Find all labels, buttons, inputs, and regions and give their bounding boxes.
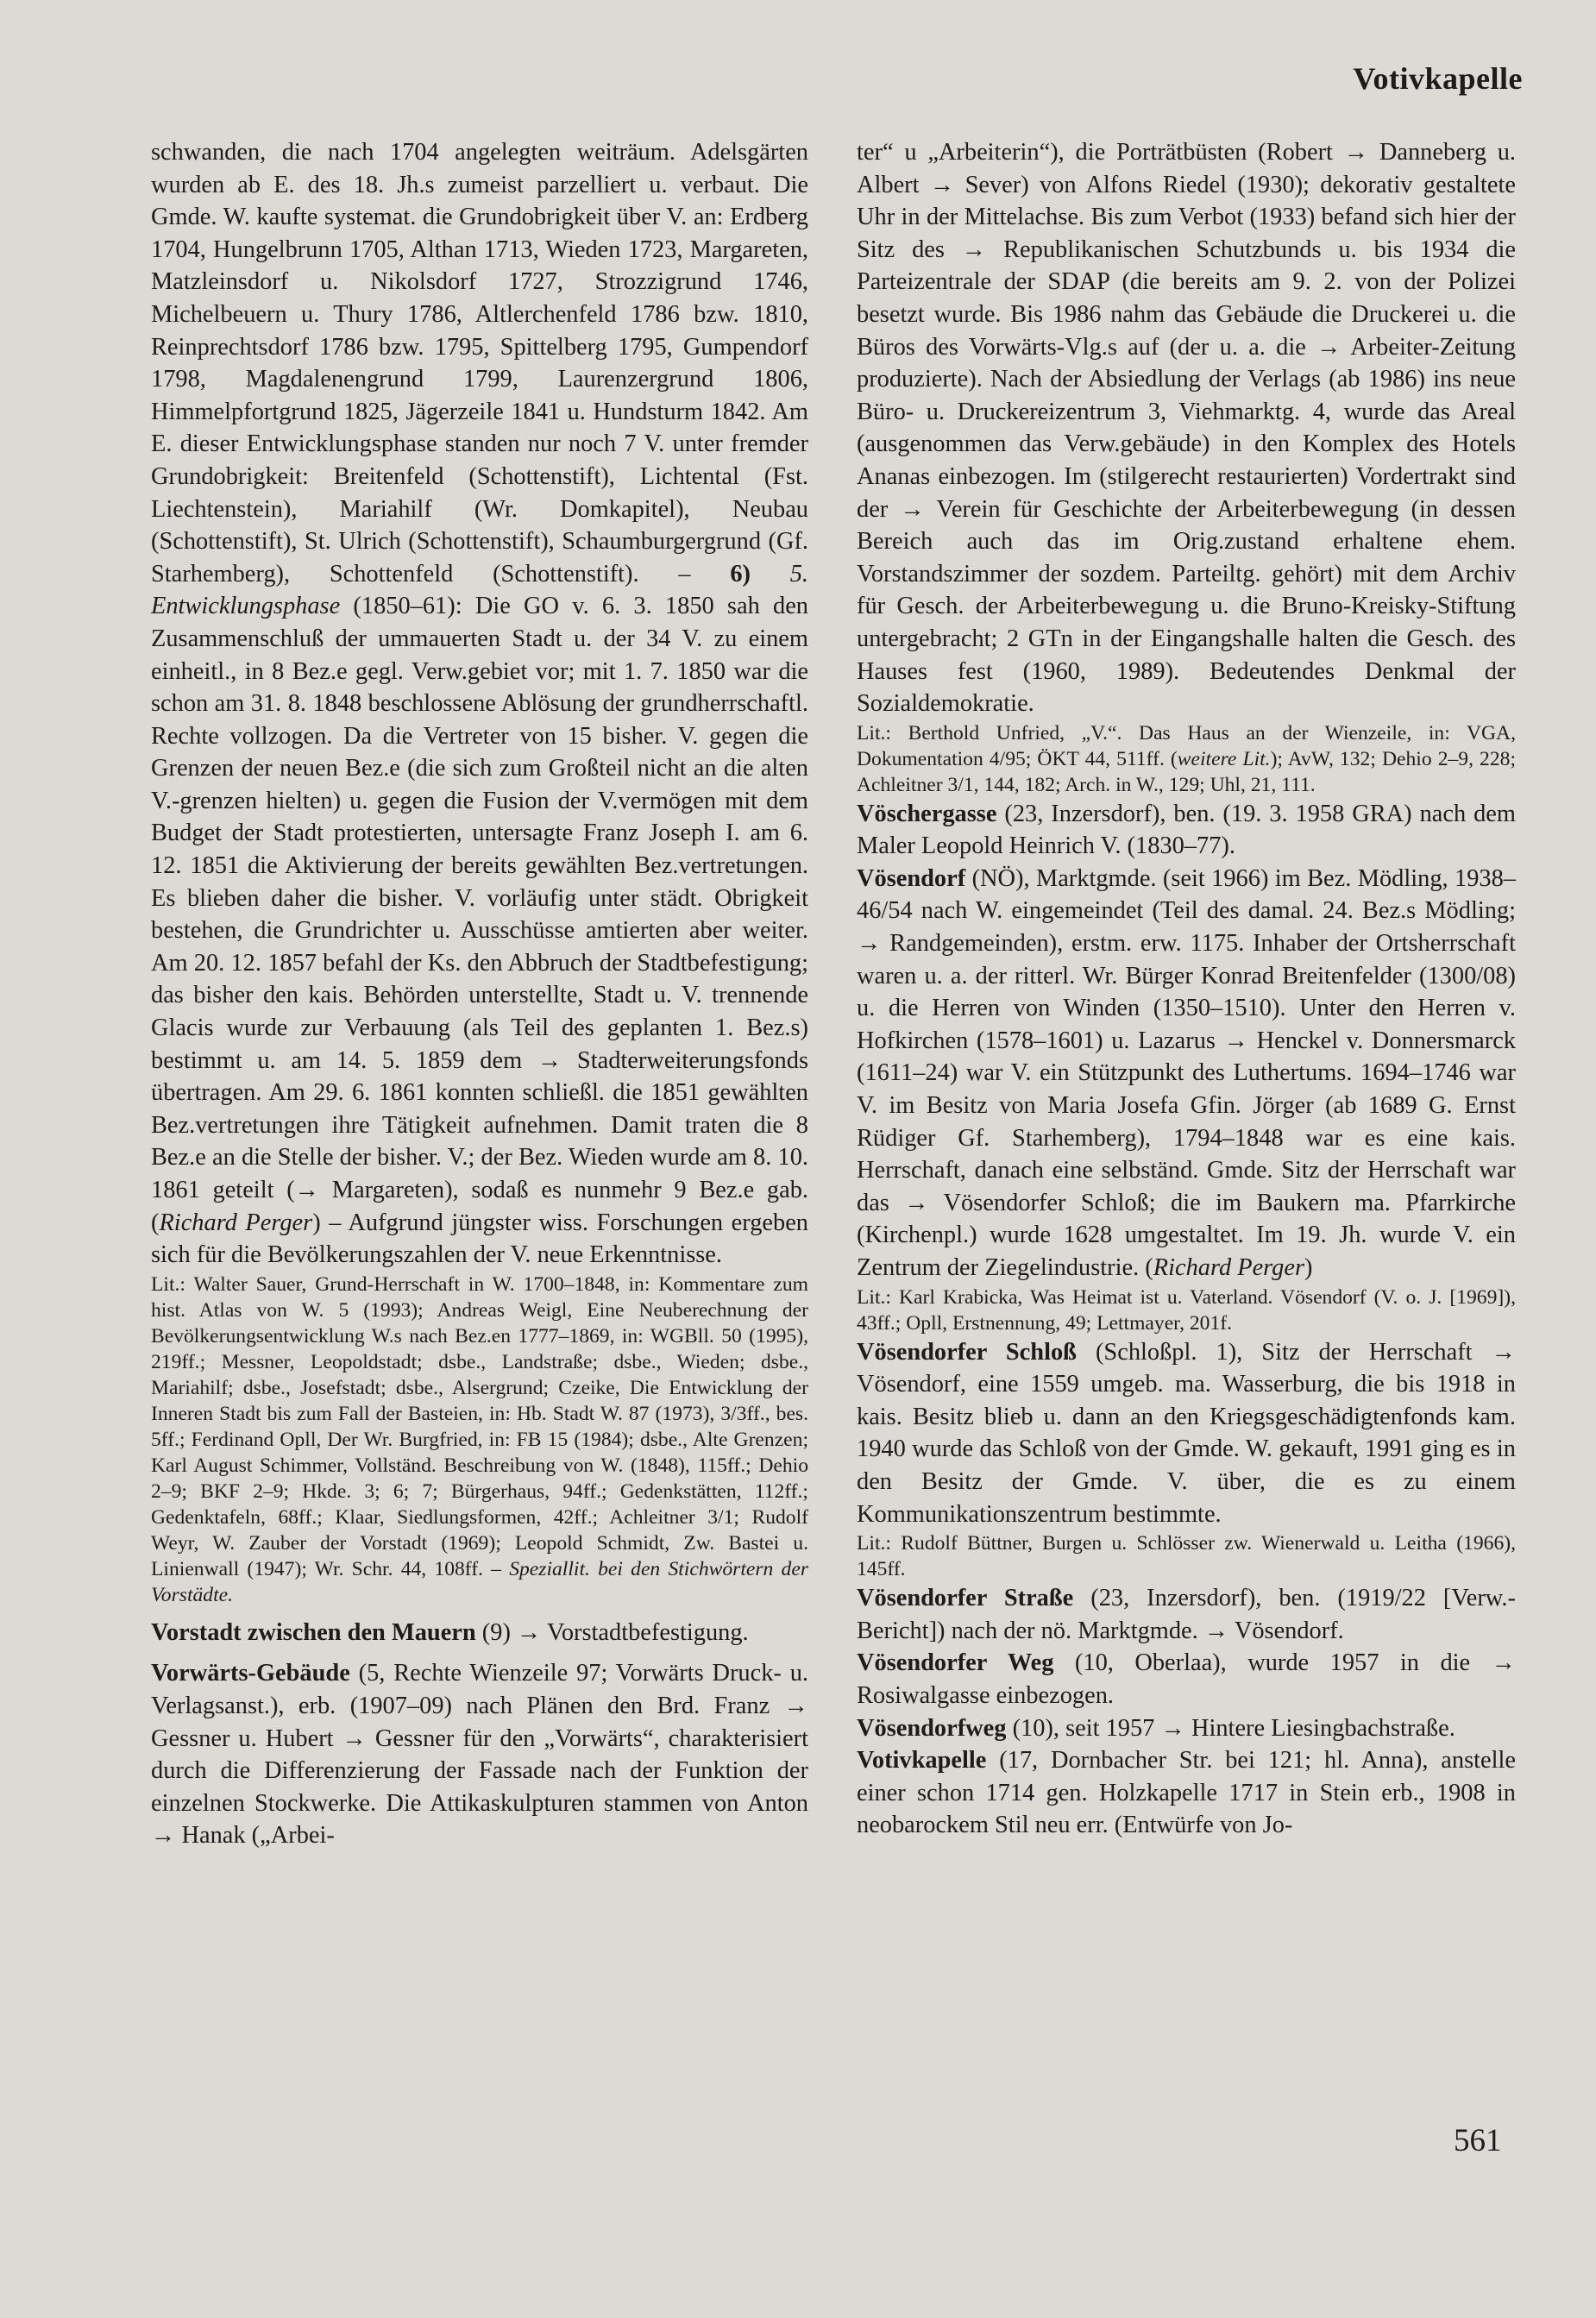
literature-text: ); AvW, 132; Dehio 2–9, 228; Achleitner 3/1, 144, 182; Arch. in W., 129; Uhl, 21, 111.: [857, 747, 1517, 796]
literature-block: [151, 1272, 808, 1608]
entry-headword: Vösendorf: [857, 864, 966, 892]
entry-voesendorfer-strasse: [857, 1582, 1516, 1647]
literature-note: Speziallit. bei den Stichwörtern der Vorstädte.: [151, 1557, 808, 1606]
entry-headword: Vöschergasse: [857, 800, 997, 827]
continued-paragraph: [151, 136, 808, 1272]
literature-block: Lit.: Rudolf Büttner, Burgen u. Schlösser zw. Wienerwald u. Leitha (1966), 145ff.: [857, 1532, 1516, 1581]
literature-block: Lit.: Karl Krabicka, Was Heimat ist u. Vaterland. Vösendorf (V. o. J. [1969]), 43ff.; Opll, Erstnennung, 49; Lettmayer, 201f.: [857, 1285, 1516, 1335]
page-number: 561: [1454, 2123, 1502, 2158]
entry-text: (10), seit 1957 → Hintere Liesingbachstraße.: [1006, 1714, 1455, 1742]
literature-block: [857, 720, 1516, 798]
entry-headword: Vösendorfweg: [857, 1714, 1007, 1742]
author-signature: Richard Perger: [159, 1209, 313, 1236]
entry-text: (23, Inzersdorf), ben. (1919/22 [Verw.-Bericht]) nach der nö. Marktgmde. → Vösendorf.: [857, 1585, 1516, 1644]
entry-text: (17, Dornbacher Str. bei 121; hl. Anna), anstelle einer schon 1714 gen. Holzkapelle 1717 in Stein erb., 1908 in neobarockem Stil neu err. (Entwürfe von Jo-: [857, 1747, 1516, 1839]
right-column: [857, 136, 1516, 1842]
literature-note: weitere Lit.: [1177, 747, 1271, 770]
entry-headword: Vösendorfer Weg: [857, 1649, 1054, 1677]
entry-text: (9) → Vorstadtbefestigung.: [475, 1618, 749, 1646]
entry-text: (10, Oberlaa), wurde 1957 in die → Rosiwalgasse einbezogen.: [857, 1649, 1516, 1709]
author-signature: Richard Perger: [1153, 1254, 1305, 1281]
left-column: [151, 136, 808, 1852]
entry-headword: Vorwärts-Gebäude: [151, 1660, 350, 1687]
continued-paragraph: ter“ u „Arbeiterin“), die Porträtbüsten (Robert → Danneberg u. Albert → Sever) von Alfons Riedel (1930); dekorativ gestaltete Uhr in der Mittelachse. Bis zum Verbot (1933) befand sich hier der Sitz des → Republikanischen Schutzbunds u. bis 1934 die Parteizentrale der SDAP (die bereits am 9. 2. von der Polizei besetzt wurde. Bis 1986 nahm das Gebäude die Druckerei u. die Büros des Vorwärts-Vlg.s auf (der u. a. die → Arbeiter-Zeitung produzierte). Nach der Absiedlung der Verlags (ab 1986) ins neue Büro- u. Druckereizentrum 3, Viehmarktg. 4, wurde das Areal (ausgenommen das Verw.gebäude) in den Komplex des Hotels Ananas einbezogen. Im (stilgerecht restaurierten) Vordertrakt sind der → Verein für Geschichte der Arbeiterbewegung (in dessen Bereich auch das im Orig.zustand erhaltene ehem. Vorstandszimmer der sozdem. Parteiltg. gehört) mit dem Archiv für Gesch. der Arbeiterbewegung u. die Bruno-Kreisky-Stiftung untergebracht; 2 GTn in der Eingangshalle halten die Gesch. des Hauses fest (1960, 1989). Bedeutendes Denkmal der Sozialdemokratie.: [857, 139, 1516, 718]
entry-headword: Vösendorfer Schloß: [857, 1338, 1077, 1366]
paragraph-text: (1850–61): Die GO v. 6. 3. 1850 sah den Zusammenschluß der ummauerten Stadt u. der 34 V. zu einem einheitl., in 8 Bez.e gegl. Verw.gebiet vor; mit 1. 7. 1850 war die schon am 31. 8. 1848 beschlossene Ablösung der grundherrschaftl. Rechte vollzogen. Da die Vertreter von 15 bisher. V. gegen die Grenzen der neuen Bez.e (die sich zum Großteil nicht an die alten V.-grenzen hielten) u. gegen die Fusion der V.vermögen mit dem Budget der Stadt protestierten, untersagte Franz Joseph I. am 6. 12. 1851 die Aktivierung der bereits gewählten Bez.vertretungen. Es blieben daher die bisher. V. vorläufig unter städt. Obrigkeit bestehen, die Grundrichter u. Ausschüsse amtierten aber weiter. Am 20. 12. 1857 befahl der Ks. den Abbruch der Stadtbefestigung; das bisher den kais. Behörden unterstellte, Stadt u. V. trennende Glacis wurde zur Verbauung (als Teil des geplanten 1. Bez.s) bestimmt u. am 14. 5. 1859 dem → Stadterweiterungsfonds übertragen. Am 29. 6. 1861 konnten schließl. die 1851 gewählten Bez.vertretungen ihre Tätigkeit aufnehmen. Damit traten die 8 Bez.e an die Stelle der bisher. V.; der Bez. Wieden wurde am 8. 10. 1861 geteilt (→ Margareten), sodaß es nunmehr 9 Bez.e gab. (: [151, 593, 808, 1236]
paragraph-text: schwanden, die nach 1704 angelegten weiträum. Adelsgärten wurden ab E. des 18. Jh.s zumeist parzelliert u. verbaut. Die Gmde. W. kaufte systemat. die Grundobrigkeit über V. an: Erdberg 1704, Hungelbrunn 1705, Althan 1713, Wieden 1723, Margareten, Matzleinsdorf u. Nikolsdorf 1727, Strozzigrund 1746, Michelbeuern u. Thury 1786, Altlerchenfeld 1786 bzw. 1810, Reinprechtsdorf 1786 bzw. 1795, Spittelberg 1795, Gumpendorf 1798, Magdalenengrund 1799, Laurenzergrund 1806, Himmelpfortgrund 1825, Jägerzeile 1841 u. Hundsturm 1842. Am E. dieser Entwicklungsphase standen nur noch 7 V. unter fremder Grundobrigkeit: Breitenfeld (Schottenstift), Lichtental (Fst. Liechtenstein), Mariahilf (Wr. Domkapitel), Neubau (Schottenstift), St. Ulrich (Schottenstift), Schaumburgergrund (Gf. Starhemberg), Schottenfeld (Schottenstift). –: [151, 139, 808, 587]
entry-text: (NÖ), Marktgmde. (seit 1966) im Bez. Mödling, 1938–46/54 nach W. eingemeindet (Teil des damal. 24. Bez.s Mödling; → Randgemeinden), erstm. erw. 1175. Inhaber der Ortsherrschaft waren u. a. der ritterl. Wr. Bürger Konrad Breitenfelder (1300/08) u. die Herren von Winden (1350–1510). Unter den Herren v. Hofkirchen (1578–1601) u. Lazarus → Henckel v. Donnersmarck (1611–24) war V. ein Stützpunkt des Luthertums. 1694–1746 war V. im Besitz von Maria Josefa Gfin. Jörger (ab 1689 G. Ernst Rüdiger Gf. Starhemberg), 1794–1848 war es eine kais. Herrschaft, danach eine selbständ. Gmde. Sitz der Herrschaft war das → Vösendorfer Schloß; die im Baukern ma. Pfarrkirche (Kirchenpl.) wurde 1628 umgestaltet. Im 19. Jh. wurde V. ein Zentrum der Ziegelindustrie. (: [857, 864, 1516, 1281]
entry-voesendorfer-weg: [857, 1647, 1516, 1712]
entry-text: (23, Inzersdorf), ben. (19. 3. 1958 GRA) nach dem Maler Leopold Heinrich V. (1830–77).: [857, 800, 1516, 860]
entry-text: ): [1304, 1254, 1313, 1281]
entry-headword: Vorstadt zwischen den Mauern: [151, 1618, 476, 1646]
entry-voeschergasse: [857, 798, 1516, 863]
entry-vorstadt-zwischen-den-mauern: [151, 1617, 808, 1649]
entry-headword: Votivkapelle: [857, 1747, 987, 1775]
entry-voesendorfweg: [857, 1712, 1516, 1745]
literature-text: Lit.: Walter Sauer, Grund-Herrschaft in W. 1700–1848, in: Kommentare zum hist. Atlas von W. 5 (1993); Andreas Weigl, Eine Neuberechnung der Bevölkerungsentwicklung W.s nach Bez.en 1777–1869, in: WGBll. 50 (1995), 219ff.; Messner, Leopoldstadt; dsbe., Landstraße; dsbe., Wieden; dsbe., Mariahilf; dsbe., Josefstadt; dsbe., Alsergrund; Czeike, Die Entwicklung der Inneren Stadt bis zum Fall der Basteien, in: Hb. Stadt W. 87 (1973), 3/3ff., bes. 5ff.; Ferdinand Opll, Der Wr. Burgfried, in: FB 15 (1984); dsbe., Alte Grenzen; Karl August Schimmer, Vollständ. Beschreibung von W. (1848), 115ff.; Dehio 2–9; BKF 2–9; Hkde. 3; 6; 7; Bürgerhaus, 94ff.; Gedenkstätten, 112ff.; Gedenktafeln, 68ff.; Klaar, Siedlungsformen, 42ff.; Achleitner 3/1; Rudolf Weyr, W. Zauber der Vorstadt (1969); Leopold Schmidt, Zw. Bastei u. Linienwall (1947); Wr. Schr. 44, 108ff. –: [151, 1272, 808, 1580]
phase-label: 5. Entwicklungsphase: [151, 560, 809, 620]
entry-voesendorf: [857, 863, 1516, 1285]
entry-votivkapelle: [857, 1744, 1516, 1842]
literature-text: Lit.: Berthold Unfried, „V.“. Das Haus an der Wienzeile, in: VGA, Dokumentation 4/95; ÖKT 44, 511ff. (: [857, 721, 1516, 770]
running-head: Votivkapelle: [1353, 61, 1523, 96]
entry-voesendorfer-schloss: [857, 1336, 1516, 1531]
entry-vorwaerts-gebaeude: [151, 1657, 808, 1852]
entry-text: (5, Rechte Wienzeile 97; Vorwärts Druck- u. Verlagsanst.), erb. (1907–09) nach Plänen den Brd. Franz → Gessner u. Hubert → Gessner für den „Vorwärts“, charakterisiert durch die Differenzierung der Fassade nach der Funktion der einzelnen Stockwerke. Die Attikaskulpturen stammen von Anton → Hanak („Arbei-: [151, 1660, 808, 1850]
paragraph-text: ) – Aufgrund jüngster wiss. Forschungen ergeben sich für die Bevölkerungszahlen der V. neue Erkenntnisse.: [151, 1209, 809, 1269]
phase-number: 6): [730, 560, 751, 587]
entry-text: (Schloßpl. 1), Sitz der Herrschaft → Vösendorf, eine 1559 umgeb. ma. Wasserburg, die bis 1918 in kais. Besitz blieb u. dann an den Kriegsgeschädigtenfonds kam. 1940 wurde das Schloß von der Gmde. W. gekauft, 1991 ging es in den Besitz der Gmde. V. über, die es zu einem Kommunikationszentrum bestimmte.: [857, 1338, 1516, 1528]
entry-headword: Vösendorfer Straße: [857, 1585, 1074, 1612]
